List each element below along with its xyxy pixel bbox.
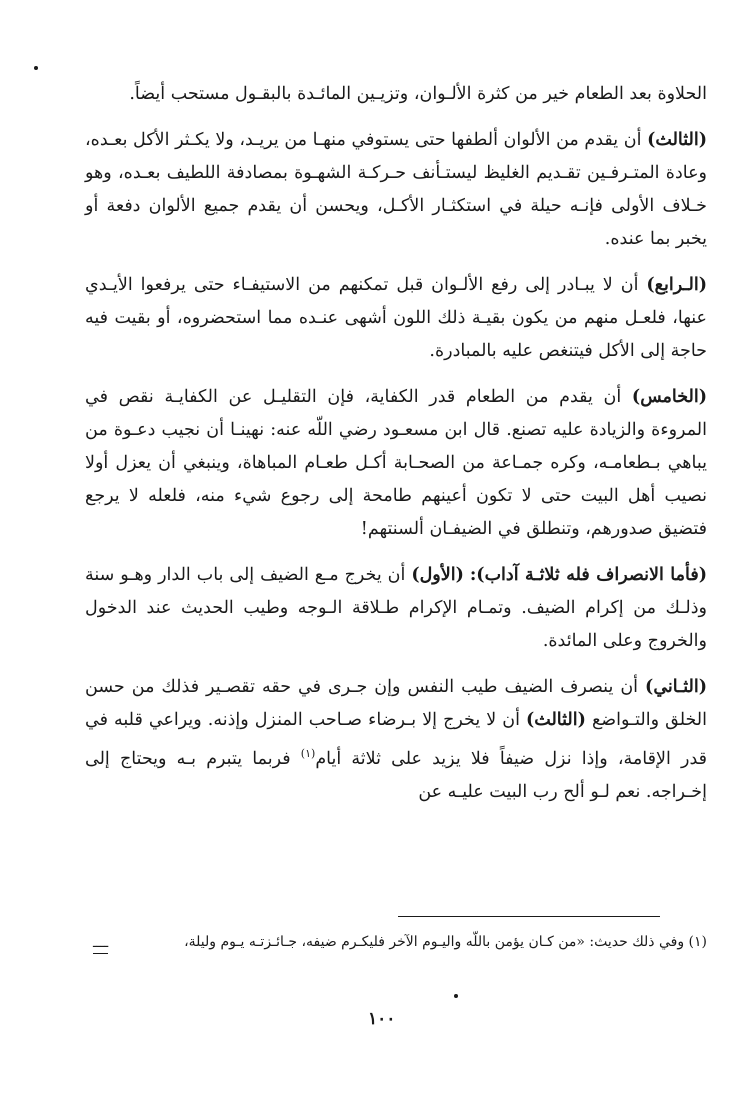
bottom-dot <box>454 994 458 998</box>
paragraph-5-heading: (فأما الانصراف فله ثلاثـة آداب): <box>469 565 707 585</box>
paragraph-1-text: الحلاوة بعد الطعام خير من كثرة الألـوان، وتزيـين المائـدة بالبقـول مستحب أيضاً. <box>129 84 707 104</box>
paragraph-2-text: أن يقدم من الألوان ألطفها حتى يستوفي منهـا من يريـد، ولا يكـثر الأكل بعـده، وعادة المتـرفـين تقـديم الغليظ ليستـأنف حـركـة الشهـوة بمصادفة اللطيف بعـده، وهو خـلاف الأولى فإنـه حيلة في استكثـار الأكـل، ويحسن أن يقدم جميع الألوان دفعة أو يخبر بما عنده. <box>85 130 707 249</box>
footnote-divider <box>398 916 660 917</box>
footnote-continuation-mark: ــــ <box>93 935 108 954</box>
paragraph-6-text: أن ينصرف الضيف طيب النفس وإن جـرى في حقه تقصـير فذلك من حسن الخلق والتـواضع <box>85 677 707 730</box>
paragraph-3 <box>85 269 707 368</box>
paragraph-6-text-2: أن لا يخرج إلا بـرضاء صـاحب المنزل وإذنه. ويراعي قلبه في قدر الإقامة، وإذا نزل ضيفاً فلا يزيد على ثلاثة أيام <box>85 710 707 769</box>
paragraph-5 <box>85 559 707 658</box>
paragraph-2 <box>85 124 707 256</box>
footnote-text: (١) وفي ذلك حديث: «من كـان يؤمن باللّه واليـوم الآخر فليكـرم ضيفه، جـائـزتـه يـوم وليلة، <box>184 934 707 950</box>
margin-dot <box>34 66 38 70</box>
paragraph-4 <box>85 381 707 546</box>
paragraph-5-subheading: (الأول) <box>411 565 464 585</box>
page-number: ١٠٠ <box>368 1009 396 1029</box>
footnote <box>110 929 707 955</box>
paragraph-4-text: أن يقدم من الطعام قدر الكفاية، فإن التقليـل عن الكفايـة نقص في المروءة والزيادة عليه تصنع. قال ابن مسعـود رضي اللّه عنه: نهينـا أن نجيب دعـوة من يباهي بـطعامـه، وكره جمـاعة من الصحـابة أكـل طعـام المباهاة، وينبغي أن يعزل أولا نصيب أهل البيت حتى لا تكون أعينهم طامحة إلى رجوع شيء منه، فلعله لا يرجع فتضيق صدورهم، وتنطلق في الضيفـان ألسنتهم! <box>85 387 707 539</box>
paragraph-6 <box>85 671 707 809</box>
paragraph-6-text-3: فربما يتبرم بـه ويحتاج إلى إخـراجه. نعم لـو ألح رب البيت عليـه عن <box>85 748 707 802</box>
paragraph-5-text: أن يخرج مـع الضيف إلى باب الدار وهـو سنة وذلـك من إكرام الضيف. وتمـام الإكرام طـلاقة الـوجه وطيب الحديث عند الدخول والخروج وعلى المائدة. <box>85 565 707 651</box>
paragraph-3-heading: (الـرابع) <box>646 275 707 295</box>
paragraph-6-subheading: (الثالث) <box>526 710 586 730</box>
footnote-reference[interactable]: (١) <box>300 747 316 760</box>
paragraph-4-heading: (الخامس) <box>631 387 707 407</box>
paragraph-3-text: أن لا يبـادر إلى رفع الألـوان قبل تمكنهم من الاستيفـاء حتى يرفعوا الأيـدي عنها، فلعـل منهم من يكون بقيـة ذلك اللون أشهى عنـده مما استحضروه، أو بقيت فيه حاجة إلى الأكل فيتنغص عليه بالمبادرة. <box>85 275 707 361</box>
paragraph-6-heading: (الثـاني) <box>645 677 707 697</box>
paragraph-2-heading: (الثالث) <box>647 130 707 150</box>
paragraph-1 <box>85 78 707 111</box>
body-text <box>85 78 707 822</box>
